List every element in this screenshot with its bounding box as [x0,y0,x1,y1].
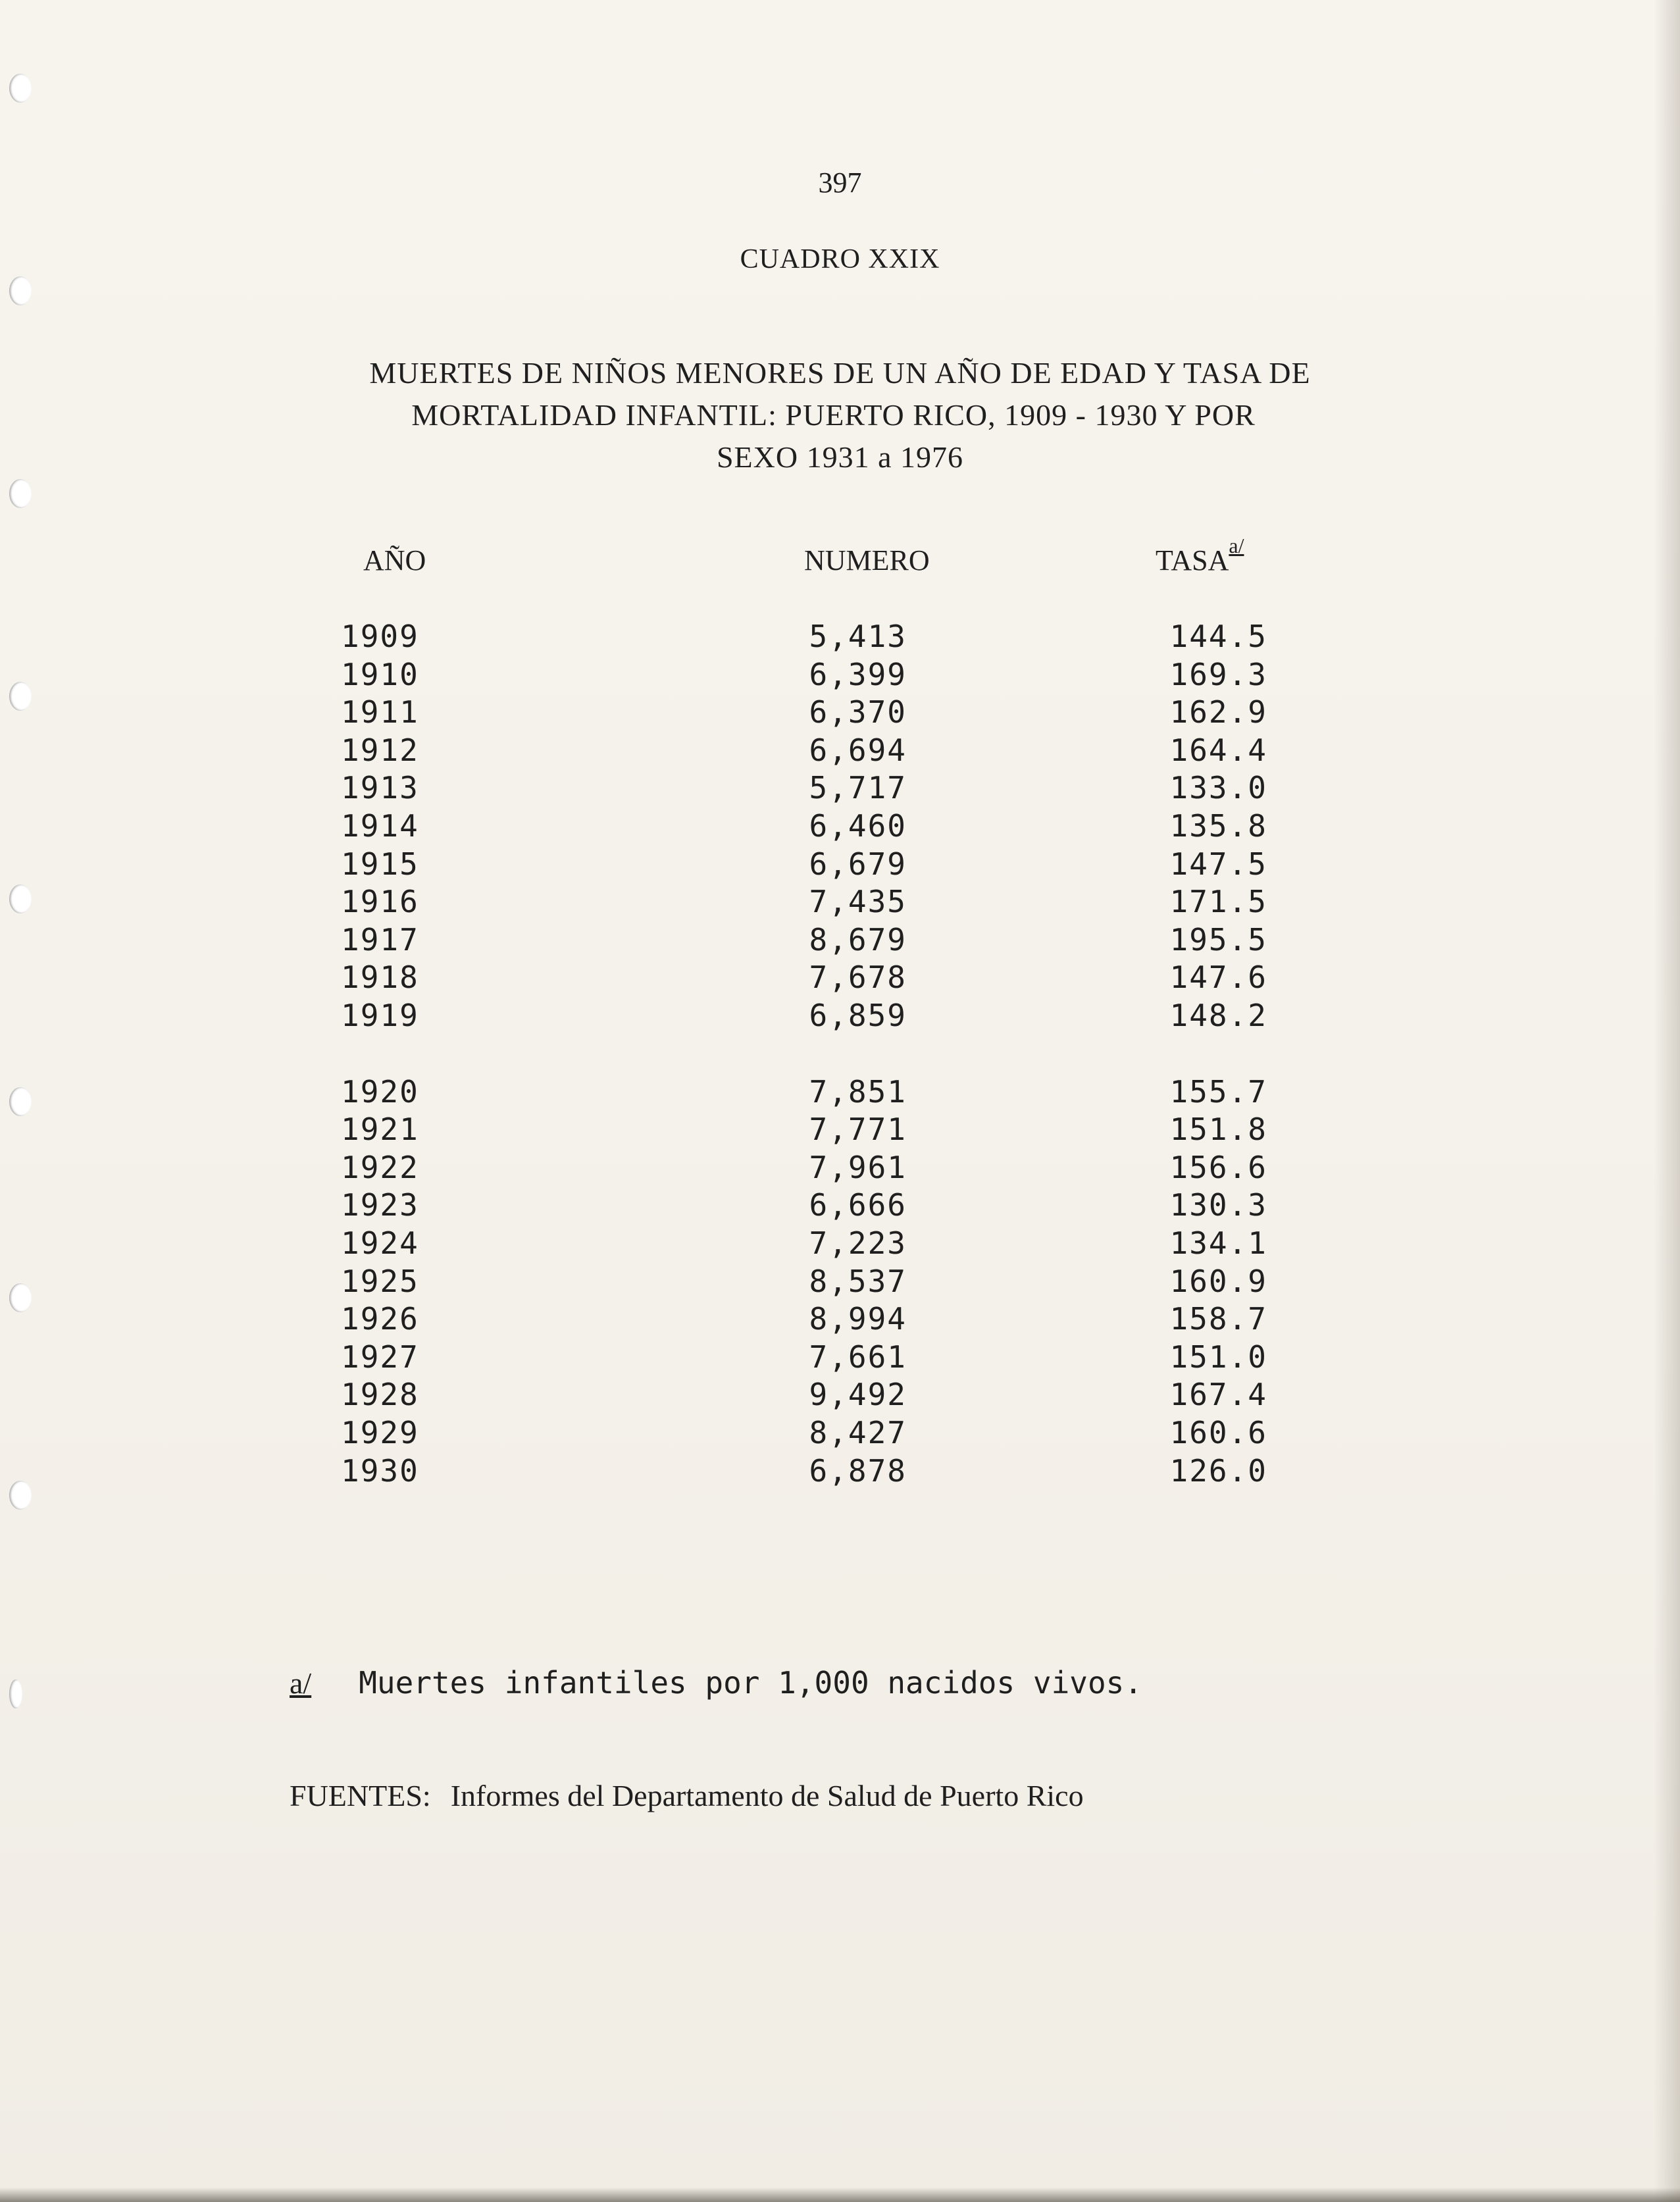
column-header-year: AÑO [363,544,426,576]
cell-year: 1928 [341,1377,419,1413]
cell-rate: 167.4 [1169,1377,1267,1413]
table-label: CUADRO XXIX [740,244,940,274]
page-bottom-edge [0,2188,1680,2202]
cell-year: 1919 [341,998,419,1033]
cell-number: 7,961 [809,1149,907,1185]
cell-year: 1915 [341,846,419,882]
cell-year: 1922 [341,1149,419,1185]
cell-rate: 171.5 [1169,884,1267,920]
cell-number: 8,994 [809,1301,907,1337]
table-row [0,694,1680,732]
cell-rate: 134.1 [1169,1225,1267,1261]
cell-number: 8,537 [809,1263,907,1299]
cell-number: 5,717 [809,770,907,806]
cell-number: 7,678 [809,960,907,996]
table-row [0,846,1680,884]
cell-rate: 169.3 [1169,656,1267,692]
column-header-rate [1156,534,1244,577]
cell-rate: 148.2 [1169,998,1267,1033]
page-number: 397 [818,166,862,199]
table-row [0,732,1680,771]
sources-label: FUENTES: [290,1779,431,1812]
cell-rate: 126.0 [1169,1452,1267,1489]
title-line: MORTALIDAD INFANTIL: PUERTO RICO, 1909 - 1930 Y POR [411,398,1256,432]
cell-rate: 144.5 [1169,619,1267,654]
footnote-reference: a/ [1229,534,1244,557]
table-row [0,884,1680,922]
table-row [0,998,1680,1036]
cell-number: 6,878 [809,1452,907,1489]
table-row [0,657,1680,695]
cell-year: 1911 [341,694,419,730]
cell-year: 1916 [341,884,419,920]
cell-rate: 151.0 [1169,1339,1267,1375]
cell-number: 7,435 [809,884,907,920]
footnote-text: Muertes infantiles por 1,000 nacidos vivos. [359,1665,1143,1701]
column-header-number: NUMERO [804,544,930,576]
cell-rate: 147.6 [1169,960,1267,996]
cell-number: 6,694 [809,732,907,768]
cell-year: 1927 [341,1339,419,1375]
cell-year: 1929 [341,1415,419,1450]
cell-year: 1917 [341,921,419,958]
cell-rate: 147.5 [1169,846,1267,882]
table-row [0,1187,1680,1225]
table-row [0,1453,1680,1491]
cell-year: 1909 [341,619,419,654]
punch-hole [9,276,32,305]
punch-hole [9,1679,22,1708]
cell-rate: 160.9 [1169,1263,1267,1299]
footnote-mark: a/ [290,1666,312,1700]
table-row [0,1074,1680,1112]
title-line: MUERTES DE NIÑOS MENORES DE UN AÑO DE EDAD Y TASA DE [369,356,1311,390]
table-title [0,352,1680,478]
cell-rate: 155.7 [1169,1073,1267,1110]
table-row [0,619,1680,657]
table-row [0,1339,1680,1377]
table-row [0,1301,1680,1339]
cell-year: 1925 [341,1263,419,1299]
cell-year: 1913 [341,770,419,806]
cell-rate: 158.7 [1169,1301,1267,1337]
cell-number: 6,666 [809,1187,907,1223]
cell-number: 8,679 [809,921,907,958]
cell-year: 1921 [341,1112,419,1148]
cell-year: 1930 [341,1452,419,1489]
punch-hole [9,74,32,103]
table-row [0,922,1680,960]
cell-year: 1914 [341,808,419,844]
cell-year: 1926 [341,1301,419,1337]
column-header-rate-label: TASA [1156,544,1229,576]
cell-rate: 135.8 [1169,808,1267,844]
cell-number: 7,771 [809,1112,907,1148]
cell-number: 7,661 [809,1339,907,1375]
cell-rate: 133.0 [1169,770,1267,806]
cell-rate: 164.4 [1169,732,1267,768]
cell-number: 7,851 [809,1073,907,1110]
footnote [290,1665,1142,1701]
cell-rate: 156.6 [1169,1149,1267,1185]
cell-number: 6,460 [809,808,907,844]
table-row [0,1225,1680,1264]
cell-year: 1924 [341,1225,419,1261]
cell-rate: 130.3 [1169,1187,1267,1223]
table-row [0,1264,1680,1302]
cell-year: 1918 [341,960,419,996]
cell-year: 1910 [341,656,419,692]
cell-number: 6,399 [809,656,907,692]
cell-year: 1912 [341,732,419,768]
cell-rate: 162.9 [1169,694,1267,730]
cell-number: 6,370 [809,694,907,730]
cell-rate: 160.6 [1169,1415,1267,1450]
cell-number: 6,859 [809,998,907,1033]
sources-text: Informes del Departamento de Salud de Puerto Rico [450,1779,1084,1812]
punch-hole [9,479,32,508]
title-line: SEXO 1931 a 1976 [716,440,964,474]
cell-number: 9,492 [809,1377,907,1413]
table-row [0,808,1680,846]
cell-year: 1923 [341,1187,419,1223]
table-row [0,1415,1680,1453]
cell-rate: 195.5 [1169,921,1267,958]
table-row [0,1377,1680,1415]
table-row [0,960,1680,998]
table-row [0,1150,1680,1188]
cell-number: 7,223 [809,1225,907,1261]
cell-number: 8,427 [809,1415,907,1450]
cell-number: 6,679 [809,846,907,882]
cell-year: 1920 [341,1073,419,1110]
table-row [0,1112,1680,1150]
cell-number: 5,413 [809,619,907,654]
cell-rate: 151.8 [1169,1112,1267,1148]
table-row [0,770,1680,808]
sources-note [290,1778,1084,1813]
